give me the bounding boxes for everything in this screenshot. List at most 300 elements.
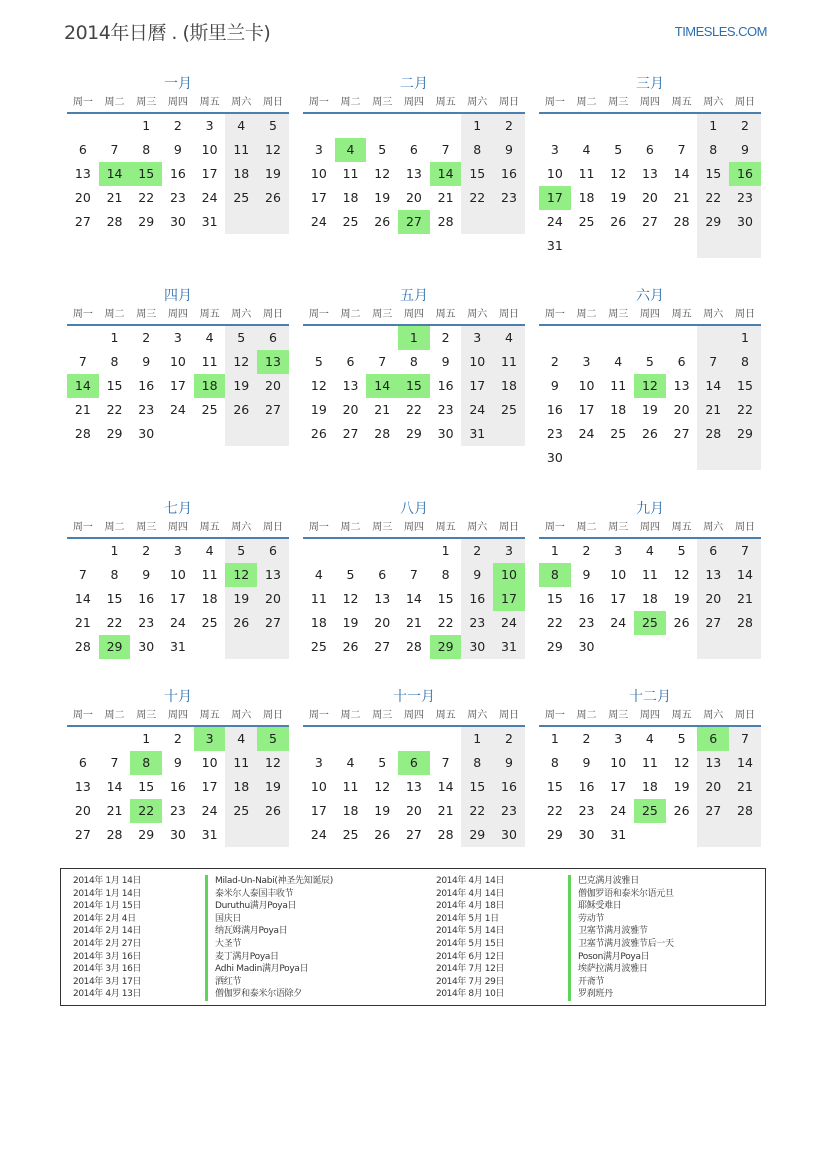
day-cell: 11	[225, 751, 257, 775]
week-row	[303, 587, 525, 611]
week-row	[67, 539, 289, 563]
week-row	[67, 350, 289, 374]
week-row	[539, 587, 761, 611]
holiday-date: 2014年 2月 14日	[73, 926, 142, 937]
empty-cell	[398, 539, 430, 563]
day-cell: 28	[673, 214, 690, 229]
weekday-label: 周一	[308, 309, 329, 320]
day-cell: 17	[610, 779, 627, 794]
day-cell: 23	[578, 803, 595, 818]
day-cell: 10	[578, 378, 595, 393]
day-cell: 5	[225, 326, 257, 350]
empty-cell	[729, 446, 761, 470]
day-cell: 7	[78, 354, 87, 369]
weekday-label: 周六	[467, 97, 488, 108]
day-cell: 15	[461, 162, 493, 186]
day-cell: 14	[74, 591, 91, 606]
day-cell: 9	[173, 755, 182, 770]
week-row	[67, 374, 289, 398]
day-cell: 5	[314, 354, 323, 369]
empty-cell	[225, 422, 257, 446]
day-cell: 17	[201, 779, 218, 794]
day-cell: 26	[641, 426, 658, 441]
day-cell: 7	[697, 350, 729, 374]
day-cell: 14	[673, 166, 690, 181]
empty-cell	[493, 210, 525, 234]
weekday-label: 周四	[167, 309, 188, 320]
week-row	[539, 799, 761, 823]
weekday-label: 周四	[639, 97, 660, 108]
weekday-label: 周一	[72, 522, 93, 533]
holiday-day-cell: 10	[493, 563, 525, 587]
day-cell: 28	[106, 827, 123, 842]
day-cell: 25	[225, 799, 257, 823]
holiday-day-cell: 12	[225, 563, 257, 587]
empty-cell	[666, 234, 698, 258]
weekday-label: 周三	[372, 97, 393, 108]
day-cell: 15	[546, 779, 563, 794]
week-row	[539, 635, 761, 659]
holiday-date: 2014年 1月 15日	[73, 901, 142, 912]
day-cell: 23	[169, 803, 186, 818]
day-cell: 2	[173, 731, 182, 746]
day-cell: 29	[697, 210, 729, 234]
week-row	[539, 186, 761, 210]
empty-cell	[335, 114, 367, 138]
day-cell: 27	[257, 398, 289, 422]
week-row	[303, 775, 525, 799]
day-cell: 31	[201, 827, 218, 842]
holiday-name: Milad-Un-Nabi(神圣先知诞辰)	[215, 876, 333, 886]
weekday-label: 周日	[498, 309, 519, 320]
empty-cell	[571, 234, 603, 258]
day-cell: 28	[437, 827, 454, 842]
week-row	[539, 727, 761, 751]
weekday-label: 周六	[467, 309, 488, 320]
holiday-day-cell: 14	[67, 374, 99, 398]
day-cell: 25	[578, 214, 595, 229]
holiday-row	[436, 900, 674, 913]
holiday-name: 僧伽罗和泰米尔语除夕	[215, 989, 303, 1000]
day-cell: 15	[106, 591, 123, 606]
empty-cell	[67, 326, 99, 350]
day-cell: 8	[110, 567, 119, 582]
empty-cell	[366, 539, 398, 563]
weekday-header	[67, 306, 289, 326]
day-cell: 3	[173, 543, 182, 558]
day-cell: 14	[106, 779, 123, 794]
week-row	[67, 611, 289, 635]
day-cell: 28	[437, 214, 454, 229]
weekday-label: 周六	[703, 309, 724, 320]
weekday-label: 周五	[199, 97, 220, 108]
weekday-header	[67, 94, 289, 114]
day-cell: 11	[610, 378, 627, 393]
day-cell: 18	[610, 402, 627, 417]
day-cell: 7	[78, 567, 87, 582]
day-cell: 20	[74, 190, 91, 205]
month-3	[539, 74, 761, 258]
weekday-label: 周三	[608, 710, 629, 721]
holiday-name: 僧伽罗语和泰米尔语元旦	[578, 888, 674, 899]
week-row	[67, 635, 289, 659]
day-cell: 18	[641, 591, 658, 606]
weekday-label: 周二	[340, 522, 361, 533]
day-cell: 24	[169, 402, 186, 417]
weekday-label: 周三	[136, 710, 157, 721]
empty-cell	[697, 326, 729, 350]
weekday-label: 周四	[167, 710, 188, 721]
holiday-row	[73, 951, 333, 964]
day-cell: 3	[173, 330, 182, 345]
day-cell: 18	[225, 162, 257, 186]
day-cell: 29	[106, 426, 123, 441]
day-cell: 11	[225, 138, 257, 162]
weekday-label: 周日	[262, 522, 283, 533]
day-cell: 18	[578, 190, 595, 205]
day-cell: 13	[405, 779, 422, 794]
day-cell: 19	[342, 615, 359, 630]
day-cell: 8	[441, 567, 450, 582]
weekday-label: 周五	[435, 97, 456, 108]
day-cell: 20	[257, 374, 289, 398]
empty-cell	[602, 114, 634, 138]
day-cell: 13	[74, 166, 91, 181]
weekday-label: 周四	[639, 309, 660, 320]
day-cell: 11	[493, 350, 525, 374]
day-cell: 24	[310, 214, 327, 229]
day-cell: 25	[201, 615, 218, 630]
week-row	[539, 823, 761, 847]
week-row	[539, 374, 761, 398]
day-cell: 26	[673, 803, 690, 818]
weekday-label: 周三	[372, 522, 393, 533]
day-cell: 6	[378, 567, 387, 582]
week-row	[539, 563, 761, 587]
day-cell: 1	[461, 727, 493, 751]
day-cell: 22	[729, 398, 761, 422]
day-cell: 14	[729, 751, 761, 775]
empty-cell	[257, 823, 289, 847]
month-8	[303, 499, 525, 659]
empty-cell	[67, 539, 99, 563]
holiday-day-cell: 18	[194, 374, 226, 398]
day-cell: 2	[582, 731, 591, 746]
holiday-name: 卫塞节满月波雅节	[578, 926, 648, 937]
day-cell: 28	[405, 639, 422, 654]
day-cell: 7	[110, 755, 119, 770]
week-row	[539, 751, 761, 775]
month-title: 十一月	[393, 689, 435, 705]
day-cell: 19	[310, 402, 327, 417]
holiday-marker	[568, 938, 571, 951]
weekday-label: 周二	[576, 710, 597, 721]
day-cell: 5	[645, 354, 654, 369]
weekday-label: 周日	[498, 97, 519, 108]
empty-cell	[666, 635, 698, 659]
weekday-label: 周日	[262, 710, 283, 721]
day-cell: 17	[610, 591, 627, 606]
weekday-label: 周五	[199, 522, 220, 533]
holiday-marker	[568, 951, 571, 964]
weekday-label: 周一	[544, 710, 565, 721]
day-cell: 30	[138, 426, 155, 441]
holiday-row	[436, 963, 674, 976]
holiday-row	[73, 938, 333, 951]
day-cell: 12	[310, 378, 327, 393]
empty-cell	[257, 635, 289, 659]
day-cell: 4	[225, 114, 257, 138]
day-cell: 1	[697, 114, 729, 138]
holiday-column-right	[436, 875, 674, 1001]
holiday-date: 2014年 4月 14日	[436, 876, 505, 886]
empty-cell	[194, 635, 226, 659]
holiday-day-cell: 14	[366, 374, 398, 398]
weekday-label: 周日	[262, 309, 283, 320]
holiday-marker	[568, 888, 571, 901]
day-cell: 18	[225, 775, 257, 799]
holiday-name: 国庆日	[215, 913, 242, 924]
day-cell: 30	[169, 214, 186, 229]
weekday-label: 周六	[231, 309, 252, 320]
holiday-name: Duruthu满月Poya日	[215, 901, 297, 912]
week-row	[539, 611, 761, 635]
day-cell: 24	[610, 615, 627, 630]
day-cell: 19	[374, 803, 391, 818]
week-row	[303, 727, 525, 751]
day-cell: 6	[697, 539, 729, 563]
day-cell: 18	[493, 374, 525, 398]
weekday-label: 周日	[734, 309, 755, 320]
week-row	[539, 234, 761, 258]
day-cell: 7	[729, 727, 761, 751]
empty-cell	[99, 114, 131, 138]
weekday-label: 周一	[72, 710, 93, 721]
day-cell: 24	[461, 398, 493, 422]
month-title: 十月	[164, 689, 192, 705]
day-cell: 14	[437, 779, 454, 794]
weekday-label: 周日	[734, 522, 755, 533]
month-title: 六月	[636, 288, 664, 304]
day-cell: 25	[225, 186, 257, 210]
holiday-day-cell: 8	[130, 751, 162, 775]
weekday-label: 周一	[308, 522, 329, 533]
day-cell: 9	[550, 378, 559, 393]
month-title: 四月	[164, 288, 192, 304]
holiday-name: Adhi Madin满月Poya日	[215, 964, 309, 975]
weekday-label: 周日	[498, 522, 519, 533]
week-row	[67, 422, 289, 446]
day-cell: 13	[374, 591, 391, 606]
day-cell: 22	[697, 186, 729, 210]
day-cell: 6	[409, 142, 418, 157]
day-cell: 17	[578, 402, 595, 417]
day-cell: 6	[78, 142, 87, 157]
day-cell: 4	[645, 543, 654, 558]
weekday-header	[303, 94, 525, 114]
day-cell: 22	[437, 615, 454, 630]
month-7	[67, 499, 289, 659]
day-cell: 26	[610, 214, 627, 229]
day-cell: 28	[74, 426, 91, 441]
weekday-label: 周日	[262, 97, 283, 108]
weekday-label: 周三	[608, 522, 629, 533]
holiday-name: 麦丁满月Poya日	[215, 951, 279, 962]
empty-cell	[335, 539, 367, 563]
day-cell: 9	[582, 755, 591, 770]
week-row	[539, 350, 761, 374]
holiday-day-cell: 8	[539, 563, 571, 587]
day-cell: 22	[461, 799, 493, 823]
day-cell: 24	[610, 803, 627, 818]
empty-cell	[303, 539, 335, 563]
day-cell: 23	[138, 615, 155, 630]
holiday-row	[73, 913, 333, 926]
weekday-label: 周一	[544, 309, 565, 320]
week-row	[303, 138, 525, 162]
week-row	[539, 114, 761, 138]
weekday-label: 周三	[372, 309, 393, 320]
empty-cell	[366, 727, 398, 751]
week-row	[539, 422, 761, 446]
empty-cell	[303, 727, 335, 751]
holiday-day-cell: 6	[697, 727, 729, 751]
day-cell: 2	[441, 330, 450, 345]
holiday-marker	[568, 913, 571, 926]
day-cell: 29	[461, 823, 493, 847]
holiday-date: 2014年 4月 18日	[436, 901, 505, 912]
day-cell: 4	[346, 755, 355, 770]
day-cell: 9	[173, 142, 182, 157]
day-cell: 27	[673, 426, 690, 441]
day-cell: 30	[578, 639, 595, 654]
empty-cell	[493, 422, 525, 446]
day-cell: 4	[614, 354, 623, 369]
day-cell: 20	[697, 775, 729, 799]
weekday-label: 周四	[639, 710, 660, 721]
day-cell: 3	[614, 731, 623, 746]
holiday-name: 埃萨拉满月波雅日	[578, 964, 648, 975]
holiday-row	[436, 925, 674, 938]
day-cell: 27	[257, 611, 289, 635]
day-cell: 16	[578, 779, 595, 794]
day-cell: 13	[673, 378, 690, 393]
weekday-label: 周六	[703, 97, 724, 108]
day-cell: 28	[374, 426, 391, 441]
weekday-label: 周四	[167, 522, 188, 533]
day-cell: 30	[437, 426, 454, 441]
day-cell: 13	[342, 378, 359, 393]
day-cell: 9	[441, 354, 450, 369]
empty-cell	[571, 326, 603, 350]
day-cell: 15	[461, 775, 493, 799]
day-cell: 29	[546, 639, 563, 654]
day-cell: 14	[697, 374, 729, 398]
holiday-date: 2014年 7月 12日	[436, 964, 505, 975]
day-cell: 11	[641, 755, 658, 770]
week-row	[303, 186, 525, 210]
day-cell: 2	[173, 118, 182, 133]
day-cell: 21	[106, 190, 123, 205]
holiday-day-cell: 22	[130, 799, 162, 823]
empty-cell	[729, 234, 761, 258]
day-cell: 1	[550, 543, 559, 558]
holiday-marker	[205, 925, 208, 938]
holiday-date: 2014年 3月 17日	[73, 976, 142, 987]
empty-cell	[602, 446, 634, 470]
holiday-row	[73, 925, 333, 938]
empty-cell	[257, 422, 289, 446]
day-cell: 27	[342, 426, 359, 441]
day-cell: 22	[405, 402, 422, 417]
week-row	[303, 799, 525, 823]
weekday-header	[539, 94, 761, 114]
weekday-label: 周二	[340, 309, 361, 320]
month-title: 九月	[636, 501, 664, 517]
holiday-name: 卫塞节满月波雅节后一天	[578, 938, 674, 949]
day-cell: 19	[257, 162, 289, 186]
holiday-day-cell: 27	[398, 210, 430, 234]
day-cell: 2	[142, 543, 151, 558]
holiday-date: 2014年 5月 15日	[436, 938, 505, 949]
empty-cell	[67, 727, 99, 751]
day-cell: 12	[673, 755, 690, 770]
day-cell: 1	[461, 114, 493, 138]
week-row	[303, 374, 525, 398]
weekday-label: 周六	[231, 522, 252, 533]
holiday-date: 2014年 4月 13日	[73, 989, 142, 1000]
empty-cell	[461, 210, 493, 234]
day-cell: 16	[169, 166, 186, 181]
day-cell: 21	[437, 190, 454, 205]
weekday-label: 周六	[467, 710, 488, 721]
holiday-day-cell: 6	[398, 751, 430, 775]
empty-cell	[225, 210, 257, 234]
day-cell: 13	[405, 166, 422, 181]
holiday-row	[73, 888, 333, 901]
day-cell: 25	[201, 402, 218, 417]
holiday-day-cell: 13	[257, 350, 289, 374]
holiday-marker	[205, 875, 208, 888]
week-row	[303, 823, 525, 847]
day-cell: 14	[729, 563, 761, 587]
week-row	[67, 398, 289, 422]
holiday-marker	[568, 900, 571, 913]
holiday-marker	[568, 988, 571, 1001]
day-cell: 12	[257, 751, 289, 775]
site-link[interactable]: TIMESLES.COM	[674, 24, 767, 39]
day-cell: 11	[342, 779, 359, 794]
holiday-marker	[568, 875, 571, 888]
day-cell: 16	[546, 402, 563, 417]
week-row	[67, 751, 289, 775]
day-cell: 9	[142, 354, 151, 369]
day-cell: 26	[673, 615, 690, 630]
day-cell: 4	[645, 731, 654, 746]
month-9	[539, 499, 761, 659]
day-cell: 26	[257, 799, 289, 823]
day-cell: 20	[405, 803, 422, 818]
holiday-day-cell: 15	[130, 162, 162, 186]
day-cell: 2	[461, 539, 493, 563]
day-cell: 21	[697, 398, 729, 422]
week-row	[67, 186, 289, 210]
day-cell: 14	[405, 591, 422, 606]
week-row	[539, 398, 761, 422]
holiday-row	[436, 938, 674, 951]
day-cell: 5	[614, 142, 623, 157]
day-cell: 28	[106, 214, 123, 229]
